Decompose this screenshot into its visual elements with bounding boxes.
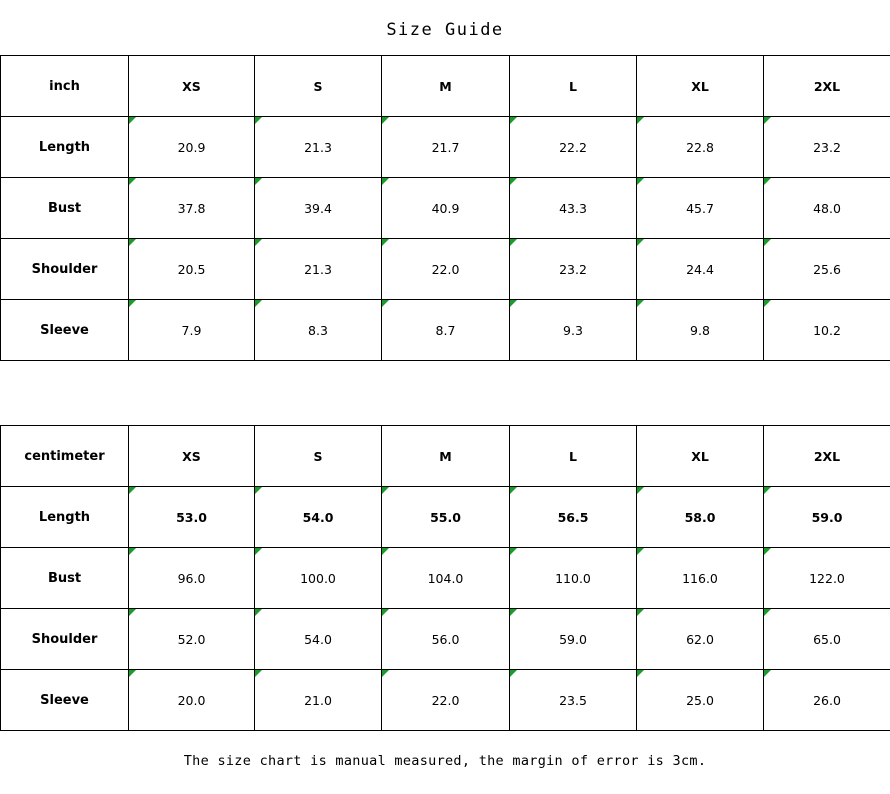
cell-shoulder-xl	[637, 239, 764, 300]
corner-marker-icon	[637, 487, 644, 494]
corner-marker-icon	[129, 487, 136, 494]
corner-marker-icon	[510, 300, 517, 307]
cell-value: 54.0	[304, 631, 332, 647]
cell-value: 22.2	[559, 139, 587, 155]
cell-value: 48.0	[813, 200, 841, 216]
corner-marker-icon	[637, 178, 644, 185]
corner-marker-icon	[129, 300, 136, 307]
cell-shoulder-2xl	[764, 609, 890, 670]
cell-bust-2xl	[764, 178, 890, 239]
cell-value: 110.0	[555, 570, 591, 586]
cell-sleeve-xs	[129, 670, 255, 731]
corner-marker-icon	[382, 178, 389, 185]
cell-value: 20.5	[177, 261, 206, 277]
cell-sleeve-2xl	[764, 300, 890, 361]
cell-value: 37.8	[177, 200, 206, 216]
unit-label-inch: inch	[1, 56, 129, 117]
cell-value: 40.9	[431, 200, 460, 216]
row-label-sleeve: Sleeve	[1, 300, 129, 361]
cell-length-xs	[129, 487, 255, 548]
cell-bust-m	[382, 548, 510, 609]
size-table-centimeter	[0, 425, 890, 731]
table-row	[1, 609, 890, 670]
cell-bust-s	[255, 178, 382, 239]
cell-length-s	[255, 117, 382, 178]
cell-value: 20.9	[177, 139, 206, 155]
cell-value: 116.0	[682, 570, 718, 586]
corner-marker-icon	[255, 117, 262, 124]
corner-marker-icon	[637, 670, 644, 677]
corner-marker-icon	[129, 117, 136, 124]
cell-length-m	[382, 487, 510, 548]
table-row	[1, 117, 890, 178]
cell-value: 45.7	[686, 200, 714, 216]
cell-sleeve-xs	[129, 300, 255, 361]
cell-value: 96.0	[177, 570, 206, 586]
cell-length-2xl	[764, 487, 890, 548]
row-label-shoulder: Shoulder	[1, 239, 129, 300]
cell-bust-xl	[637, 548, 764, 609]
column-header-s: S	[255, 56, 382, 117]
size-table-inch	[0, 55, 890, 361]
corner-marker-icon	[255, 300, 262, 307]
cell-shoulder-s	[255, 609, 382, 670]
corner-marker-icon	[510, 487, 517, 494]
corner-marker-icon	[255, 178, 262, 185]
cell-value: 9.8	[690, 322, 710, 338]
page-title: Size Guide	[386, 20, 504, 40]
corner-marker-icon	[764, 117, 771, 124]
table-row	[1, 239, 890, 300]
cell-value: 65.0	[813, 631, 841, 647]
corner-marker-icon	[255, 609, 262, 616]
corner-marker-icon	[510, 178, 517, 185]
corner-marker-icon	[764, 670, 771, 677]
corner-marker-icon	[764, 178, 771, 185]
corner-marker-icon	[382, 548, 389, 555]
row-label-shoulder: Shoulder	[1, 609, 129, 670]
corner-marker-icon	[129, 670, 136, 677]
cell-value: 25.0	[686, 692, 714, 708]
cell-value: 43.3	[559, 200, 587, 216]
cell-sleeve-l	[510, 300, 637, 361]
cell-value: 8.7	[435, 322, 456, 338]
column-header-s: S	[255, 426, 382, 487]
cell-value: 100.0	[300, 570, 336, 586]
cell-value: 9.3	[563, 322, 583, 338]
row-label-sleeve: Sleeve	[1, 670, 129, 731]
table-row	[1, 487, 890, 548]
row-label-length: Length	[1, 117, 129, 178]
cell-sleeve-xl	[637, 670, 764, 731]
table-row	[1, 670, 890, 731]
cell-length-2xl	[764, 117, 890, 178]
cell-value: 8.3	[308, 322, 328, 338]
cell-sleeve-2xl	[764, 670, 890, 731]
cell-bust-xs	[129, 178, 255, 239]
corner-marker-icon	[637, 239, 644, 246]
cell-value: 59.0	[559, 631, 587, 647]
corner-marker-icon	[382, 117, 389, 124]
cell-value: 55.0	[430, 509, 461, 525]
corner-marker-icon	[382, 239, 389, 246]
corner-marker-icon	[764, 548, 771, 555]
cell-length-xl	[637, 117, 764, 178]
cell-value: 62.0	[686, 631, 714, 647]
cell-shoulder-2xl	[764, 239, 890, 300]
cell-value: 21.3	[304, 261, 332, 277]
corner-marker-icon	[382, 609, 389, 616]
cell-value: 54.0	[302, 509, 334, 525]
corner-marker-icon	[764, 239, 771, 246]
corner-marker-icon	[255, 670, 262, 677]
cell-value: 122.0	[809, 570, 845, 586]
corner-marker-icon	[637, 117, 644, 124]
cell-value: 24.4	[686, 261, 714, 277]
cell-value: 21.0	[304, 692, 332, 708]
cell-value: 21.3	[304, 139, 332, 155]
cell-sleeve-s	[255, 300, 382, 361]
cell-value: 26.0	[813, 692, 841, 708]
table-separator	[0, 361, 890, 425]
cell-bust-l	[510, 178, 637, 239]
corner-marker-icon	[510, 239, 517, 246]
cell-sleeve-xl	[637, 300, 764, 361]
column-header-xs: XS	[129, 426, 255, 487]
cell-bust-l	[510, 548, 637, 609]
cell-length-s	[255, 487, 382, 548]
cell-value: 22.8	[686, 139, 714, 155]
table-header-row	[1, 426, 890, 487]
corner-marker-icon	[764, 609, 771, 616]
corner-marker-icon	[129, 178, 136, 185]
cell-shoulder-l	[510, 239, 637, 300]
cell-value: 23.5	[559, 692, 587, 708]
table-row	[1, 300, 890, 361]
cell-sleeve-l	[510, 670, 637, 731]
cell-shoulder-xs	[129, 609, 255, 670]
corner-marker-icon	[382, 300, 389, 307]
cell-shoulder-l	[510, 609, 637, 670]
row-label-bust: Bust	[1, 548, 129, 609]
cell-value: 56.5	[557, 509, 589, 525]
corner-marker-icon	[637, 609, 644, 616]
cell-length-l	[510, 487, 637, 548]
corner-marker-icon	[510, 609, 517, 616]
cell-length-xs	[129, 117, 255, 178]
cell-value: 58.0	[684, 509, 716, 525]
row-label-length: Length	[1, 487, 129, 548]
column-header-xl: XL	[637, 56, 764, 117]
cell-bust-s	[255, 548, 382, 609]
corner-marker-icon	[764, 300, 771, 307]
cell-value: 20.0	[177, 692, 206, 708]
row-label-bust: Bust	[1, 178, 129, 239]
table-row	[1, 178, 890, 239]
corner-marker-icon	[255, 487, 262, 494]
cell-value: 22.0	[431, 261, 460, 277]
corner-marker-icon	[510, 548, 517, 555]
cell-shoulder-s	[255, 239, 382, 300]
cell-value: 23.2	[813, 139, 841, 155]
column-header-l: L	[510, 56, 637, 117]
cell-shoulder-xs	[129, 239, 255, 300]
cell-sleeve-s	[255, 670, 382, 731]
column-header-2xl: 2XL	[764, 426, 890, 487]
corner-marker-icon	[637, 300, 644, 307]
cell-bust-2xl	[764, 548, 890, 609]
column-header-m: M	[382, 56, 510, 117]
table-header-row	[1, 56, 890, 117]
cell-bust-m	[382, 178, 510, 239]
corner-marker-icon	[510, 670, 517, 677]
cell-value: 10.2	[813, 322, 841, 338]
cell-value: 39.4	[304, 200, 332, 216]
corner-marker-icon	[382, 487, 389, 494]
cell-length-l	[510, 117, 637, 178]
cell-value: 22.0	[431, 692, 460, 708]
column-header-xl: XL	[637, 426, 764, 487]
cell-bust-xs	[129, 548, 255, 609]
column-header-m: M	[382, 426, 510, 487]
column-header-2xl: 2XL	[764, 56, 890, 117]
cell-value: 52.0	[177, 631, 206, 647]
corner-marker-icon	[129, 609, 136, 616]
column-header-xs: XS	[129, 56, 255, 117]
cell-length-m	[382, 117, 510, 178]
cell-value: 25.6	[813, 261, 841, 277]
cell-value: 23.2	[559, 261, 587, 277]
table-row	[1, 548, 890, 609]
cell-shoulder-xl	[637, 609, 764, 670]
measurement-disclaimer: The size chart is manual measured, the margin of error is 3cm.	[183, 753, 707, 769]
cell-value: 21.7	[431, 139, 460, 155]
cell-bust-xl	[637, 178, 764, 239]
cell-sleeve-m	[382, 670, 510, 731]
corner-marker-icon	[255, 239, 262, 246]
corner-marker-icon	[255, 548, 262, 555]
cell-value: 59.0	[811, 509, 843, 525]
cell-value: 7.9	[181, 322, 202, 338]
corner-marker-icon	[637, 548, 644, 555]
corner-marker-icon	[382, 670, 389, 677]
cell-length-xl	[637, 487, 764, 548]
unit-label-centimeter: centimeter	[1, 426, 129, 487]
cell-value: 53.0	[176, 509, 207, 525]
corner-marker-icon	[510, 117, 517, 124]
cell-sleeve-m	[382, 300, 510, 361]
cell-shoulder-m	[382, 609, 510, 670]
corner-marker-icon	[764, 487, 771, 494]
cell-value: 56.0	[431, 631, 460, 647]
column-header-l: L	[510, 426, 637, 487]
corner-marker-icon	[129, 239, 136, 246]
corner-marker-icon	[129, 548, 136, 555]
cell-shoulder-m	[382, 239, 510, 300]
cell-value: 104.0	[427, 570, 464, 586]
